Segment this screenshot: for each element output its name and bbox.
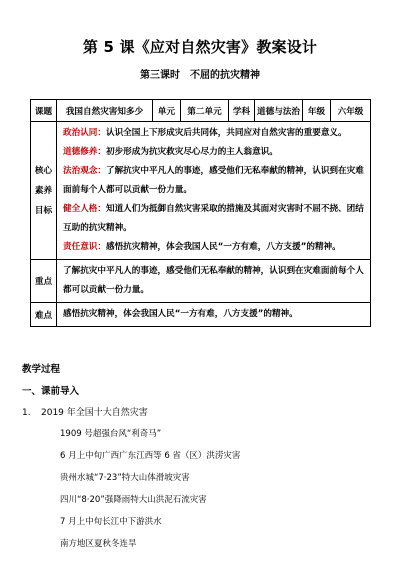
goal-line (57, 124, 370, 143)
grade-value: 六年级 (331, 100, 371, 122)
disaster-item: 四川“8·20”强降雨特大山洪泥石流灾害 (60, 495, 207, 505)
goal-text: 面前每个人都可以贡献一份力量。 (63, 185, 192, 195)
goal-text: 知道人们为抵御自然灾害采取的措施及其面对灾害时不屈不挠、团结 (105, 204, 364, 214)
goals-label-part: 素养 (34, 185, 53, 196)
goal-prefix: 政治认同： (63, 128, 106, 138)
lesson-plan-table (30, 99, 371, 327)
key-points-row (31, 260, 371, 303)
document-subtitle: 第三课时 不屈的抗灾精神 (140, 70, 260, 81)
goal-text: 初步形成为抗灾救灾尽心尽力的主人翁意识。 (105, 147, 278, 157)
process-heading: 教学过程 (22, 364, 61, 375)
difficulty-text: 感悟抗灾精神，体会我国人民“一方有难，八方支援”的精神。 (63, 309, 298, 319)
disaster-item: 1909 号超强台风“利奇马” (60, 429, 162, 439)
list-item (22, 405, 148, 418)
difficulty-label: 难点 (31, 303, 57, 327)
disaster-item: 7 月上中旬长江中下游洪水 (60, 517, 162, 527)
goal-line (57, 143, 370, 162)
section-heading: 一、课前导入 (22, 386, 80, 397)
difficulty-row (31, 303, 371, 327)
topic-row (31, 100, 371, 122)
goal-prefix: 健全人格： (63, 204, 106, 214)
goal-line (57, 238, 370, 257)
topic-value: 我国自然灾害知多少 (57, 100, 153, 122)
key-points-content (57, 260, 371, 303)
key-points-label: 重点 (31, 260, 57, 303)
disaster-item: 6 月上中旬广西广东江西等 6 省（区）洪涝灾害 (60, 451, 241, 461)
subject-label: 学科 (229, 100, 255, 122)
key-points-line: 都可以贡献一份力量。 (63, 285, 149, 295)
list-item-text: 2019 年全国十大自然灾害 (41, 408, 148, 418)
goal-prefix: 责任意识： (63, 242, 106, 252)
goals-label (31, 122, 57, 260)
goals-row (31, 122, 371, 260)
goal-text: 认识全国上下形成灾后共同体，共同应对自然灾害的重要意义。 (105, 128, 347, 138)
list-number: 1. (22, 408, 31, 418)
key-points-text (57, 260, 370, 302)
grade-label: 年级 (303, 100, 331, 122)
document-title: 第 5 课《应对自然灾害》教案设计 (82, 38, 318, 56)
goal-text: 感悟抗灾精神，体会我国人民“一方有难，八方支援”的精神。 (105, 242, 341, 252)
topic-label: 课题 (31, 100, 57, 122)
goal-text: 互助的抗灾精神。 (63, 223, 132, 233)
unit-value: 第二单元 (181, 100, 229, 122)
subject-value: 道德与法治 (255, 100, 303, 122)
unit-label: 单元 (153, 100, 181, 122)
goal-text: 了解抗灾中平凡人的事迹，感受他们无私奉献的精神，认识到在灾难 (105, 166, 364, 176)
disaster-item: 贵州水城“7·23”特大山体滑坡灾害 (60, 473, 190, 483)
goal-prefix: 法治观念： (63, 166, 106, 176)
goal-line (57, 200, 370, 219)
key-points-line: 了解抗灾中平凡人的事迹，感受他们无私奉献的精神，认识到在灾难面前每个人 (63, 266, 364, 276)
goals-label-part: 核心 (34, 165, 53, 176)
difficulty-content (57, 303, 371, 327)
disaster-item: 南方地区夏秋冬连旱 (60, 539, 137, 549)
goal-prefix: 道德修养： (63, 147, 106, 157)
goals-label-part: 目标 (34, 205, 53, 216)
goal-line (57, 219, 370, 238)
goal-line (57, 162, 370, 181)
goals-content (57, 122, 371, 260)
goal-line (57, 181, 370, 200)
